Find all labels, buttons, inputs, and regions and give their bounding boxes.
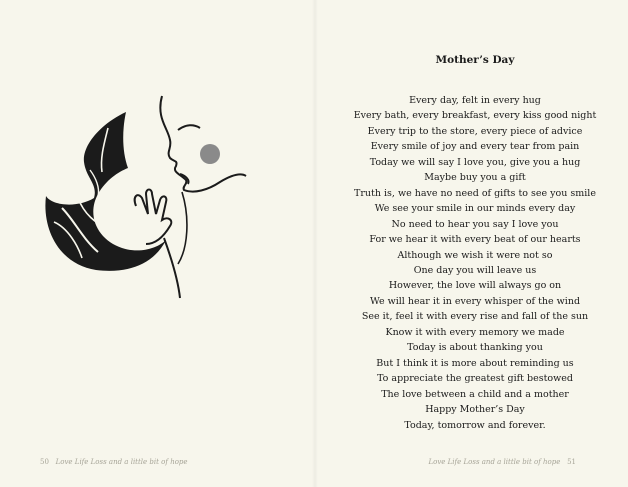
- poem-line: Truth is, we have no need of gifts to see you smile: [354, 187, 596, 199]
- poem-line: Happy Mother’s Day: [425, 404, 525, 416]
- poem-line: But I think it is more about reminding us: [376, 357, 574, 369]
- poem-line: Maybe buy you a gift: [424, 172, 526, 184]
- poem-line: See it, feel it with every rise and fall of the sun: [361, 311, 589, 323]
- poem-line: Every day, felt in every hug: [409, 95, 541, 106]
- book-gutter: [312, 0, 318, 487]
- poem-title: Mother’s Day: [435, 54, 515, 66]
- poem-line: We see your smile in our minds every day: [374, 203, 576, 215]
- poem-line: No need to hear you say I love you: [391, 218, 559, 230]
- face-line: [160, 96, 246, 192]
- mother-child-line-art-icon: [38, 88, 254, 304]
- poem-line: To appreciate the greatest gift bestowed: [377, 373, 573, 385]
- poem-body: [350, 93, 600, 433]
- poem-line: Today we will say I love you, give you a hug: [369, 156, 581, 168]
- poem-line: Every trip to the store, every piece of advice: [367, 125, 583, 137]
- poem-line: One day you will leave us: [413, 264, 537, 276]
- book-title-right: Love Life Loss and a little bit of hope: [428, 458, 561, 466]
- hand-shape: [135, 190, 172, 245]
- poem-line: We will hear it in every whisper of the wind: [369, 295, 581, 307]
- page-number-left: 50: [40, 458, 49, 466]
- book-title-left: Love Life Loss and a little bit of hope: [55, 458, 188, 466]
- poem-line: Although we wish it were not so: [397, 249, 553, 261]
- poem-line: Know it with every memory we made: [385, 326, 565, 338]
- poem-line: Every bath, every breakfast, every kiss good night: [353, 110, 597, 122]
- poem-line: Every smile of joy and every tear from pain: [370, 141, 580, 153]
- poem-line: For we hear it with every beat of our hearts: [369, 234, 581, 246]
- footer-left: [40, 458, 188, 466]
- poem-line: Today is about thanking you: [407, 342, 543, 354]
- page-number-right: 51: [567, 458, 576, 466]
- poem-line: The love between a child and a mother: [381, 388, 569, 400]
- poem-line: Today, tomorrow and forever.: [404, 419, 546, 431]
- poem-line: However, the love will always go on: [388, 280, 562, 292]
- moon-circle: [200, 144, 220, 164]
- footer-right: [428, 458, 576, 466]
